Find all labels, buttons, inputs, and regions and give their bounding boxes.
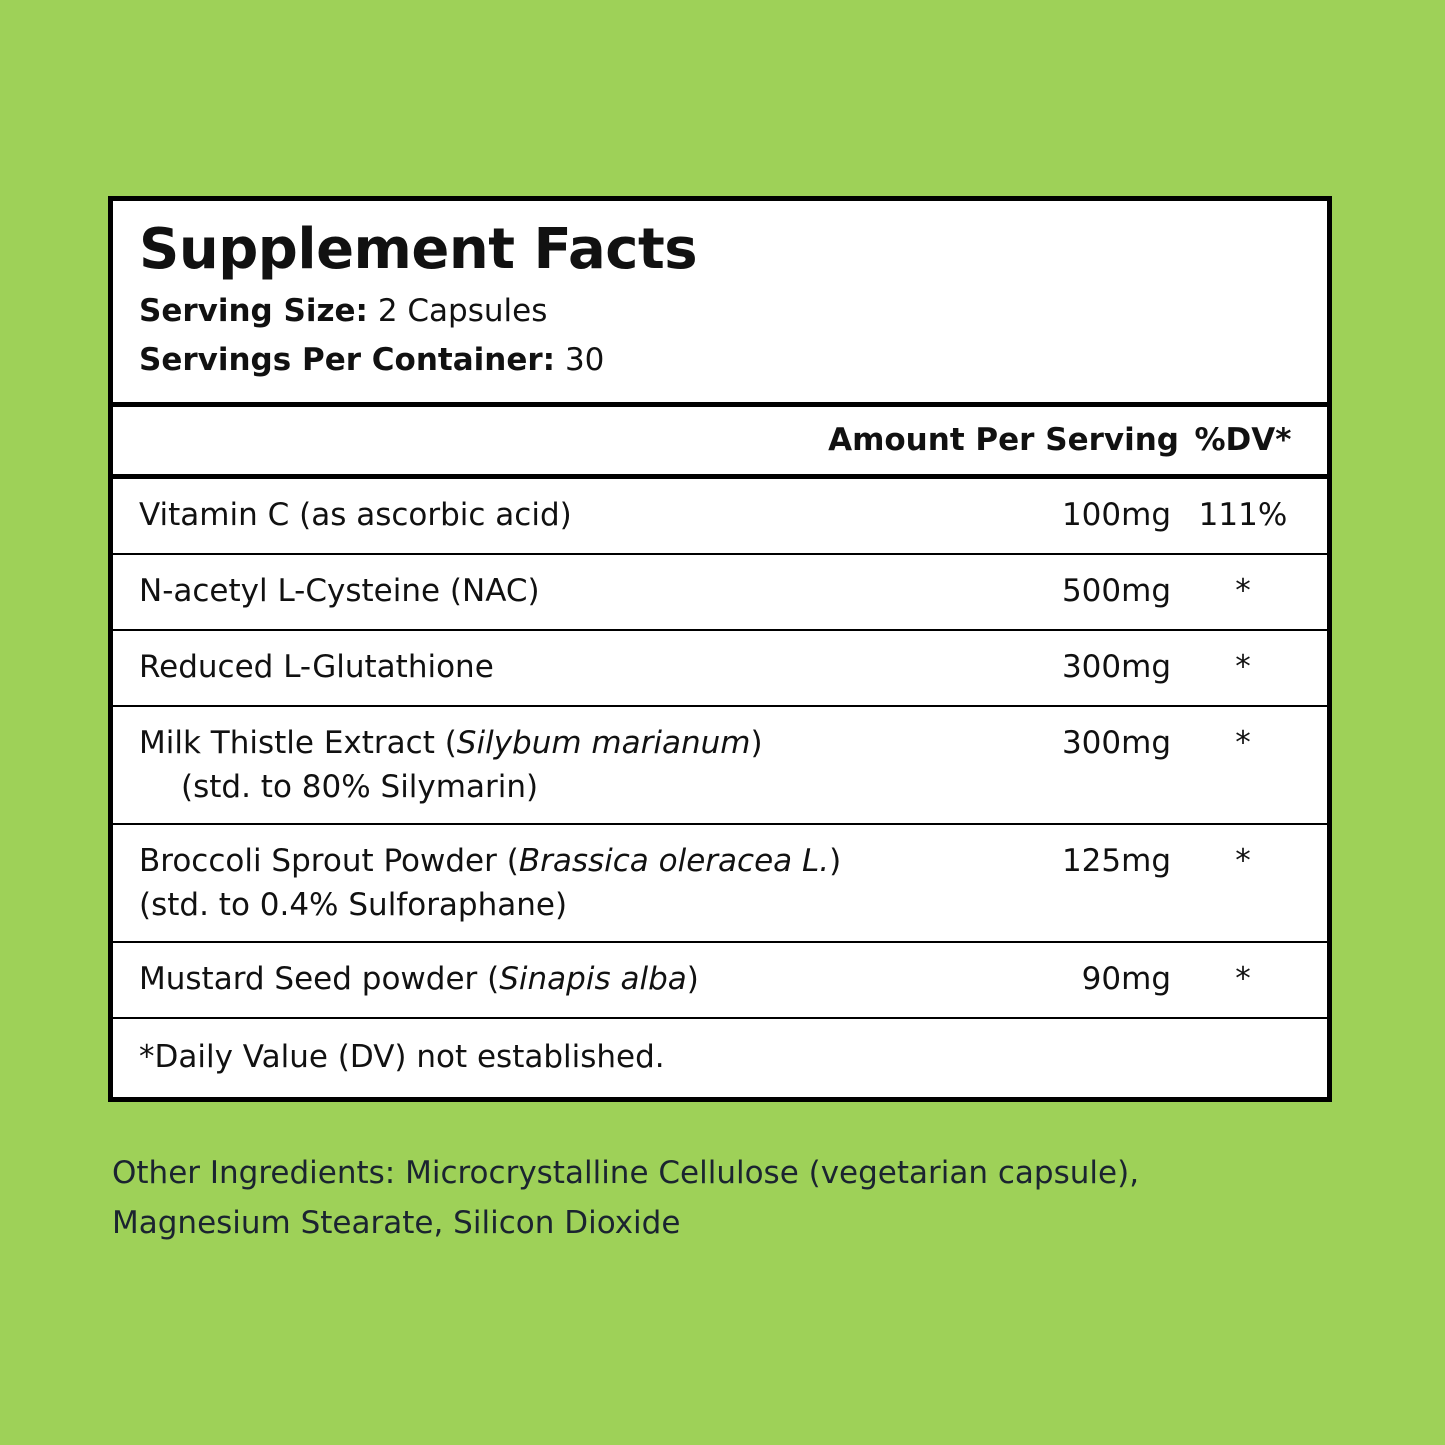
ingredient-dv: 111% bbox=[1198, 496, 1288, 533]
ingredient-dv: * bbox=[1235, 648, 1251, 685]
serving-size-line bbox=[139, 287, 1301, 337]
ingredient-amount: 90mg bbox=[1081, 960, 1171, 997]
ingredient-latin-name: Silybum marianum bbox=[456, 724, 751, 761]
ingredient-name-text: Broccoli Sprout Powder ( bbox=[139, 842, 519, 879]
ingredient-name-text: Reduced L-Glutathione bbox=[139, 648, 494, 685]
table-row bbox=[113, 555, 1327, 631]
ingredient-dv: * bbox=[1235, 842, 1251, 879]
ingredient-dv: * bbox=[1235, 724, 1251, 761]
ingredient-latin-name: Sinapis alba bbox=[499, 960, 687, 997]
table-row bbox=[113, 707, 1327, 825]
amount-per-serving-header: Amount Per Serving bbox=[828, 422, 1179, 459]
ingredient-name-text: Milk Thistle Extract ( bbox=[139, 724, 457, 761]
ingredient-name bbox=[139, 645, 941, 689]
ingredient-name-text: Vitamin C (as ascorbic acid) bbox=[139, 496, 572, 533]
ingredient-name-line bbox=[139, 839, 931, 883]
ingredient-name-tail: ) bbox=[750, 724, 763, 761]
ingredient-dv: * bbox=[1235, 960, 1251, 997]
ingredient-name bbox=[139, 493, 941, 537]
ingredient-name-tail: ) bbox=[686, 960, 699, 997]
serving-size-value: 2 Capsules bbox=[377, 292, 548, 329]
ingredient-amount: 500mg bbox=[1061, 572, 1171, 609]
ingredient-name-text: N-acetyl L-Cysteine (NAC) bbox=[139, 572, 540, 609]
other-ingredients: Other Ingredients: Microcrystalline Cellulose (vegetarian capsule), Magnesium Stearate, Silicon Dioxide bbox=[112, 1155, 1140, 1242]
ingredient-amount: 125mg bbox=[1061, 842, 1171, 879]
ingredient-name-line bbox=[139, 721, 931, 765]
daily-value-footnote: *Daily Value (DV) not established. bbox=[139, 1038, 665, 1075]
ingredient-amount: 100mg bbox=[1061, 496, 1171, 533]
ingredient-name bbox=[139, 839, 941, 927]
page-title: Supplement Facts bbox=[139, 217, 698, 282]
ingredient-amount: 300mg bbox=[1061, 724, 1171, 761]
table-row bbox=[113, 943, 1327, 1019]
serving-size-label: Serving Size: bbox=[139, 292, 368, 329]
ingredient-amount: 300mg bbox=[1061, 648, 1171, 685]
supplement-facts-panel bbox=[108, 196, 1332, 1102]
servings-per-container-label: Servings Per Container: bbox=[139, 342, 556, 379]
ingredient-standardization: (std. to 80% Silymarin) bbox=[181, 768, 539, 805]
ingredient-name-tail: ) bbox=[829, 842, 842, 879]
table-row bbox=[113, 825, 1327, 943]
table-column-headers bbox=[113, 407, 1327, 479]
ingredient-name-text: Mustard Seed powder ( bbox=[139, 960, 500, 997]
servings-per-container-line bbox=[139, 336, 1301, 386]
table-row bbox=[113, 631, 1327, 707]
ingredient-standardization: (std. to 0.4% Sulforaphane) bbox=[139, 886, 568, 923]
ingredient-name bbox=[139, 957, 941, 1001]
ingredient-name bbox=[139, 721, 941, 809]
servings-per-container-value: 30 bbox=[564, 342, 605, 379]
daily-value-header: %DV* bbox=[1194, 422, 1292, 459]
ingredient-name bbox=[139, 569, 941, 613]
panel-header bbox=[113, 201, 1327, 407]
ingredient-dv: * bbox=[1235, 572, 1251, 609]
table-row bbox=[113, 479, 1327, 555]
ingredient-latin-name: Brassica oleracea L. bbox=[518, 842, 830, 879]
